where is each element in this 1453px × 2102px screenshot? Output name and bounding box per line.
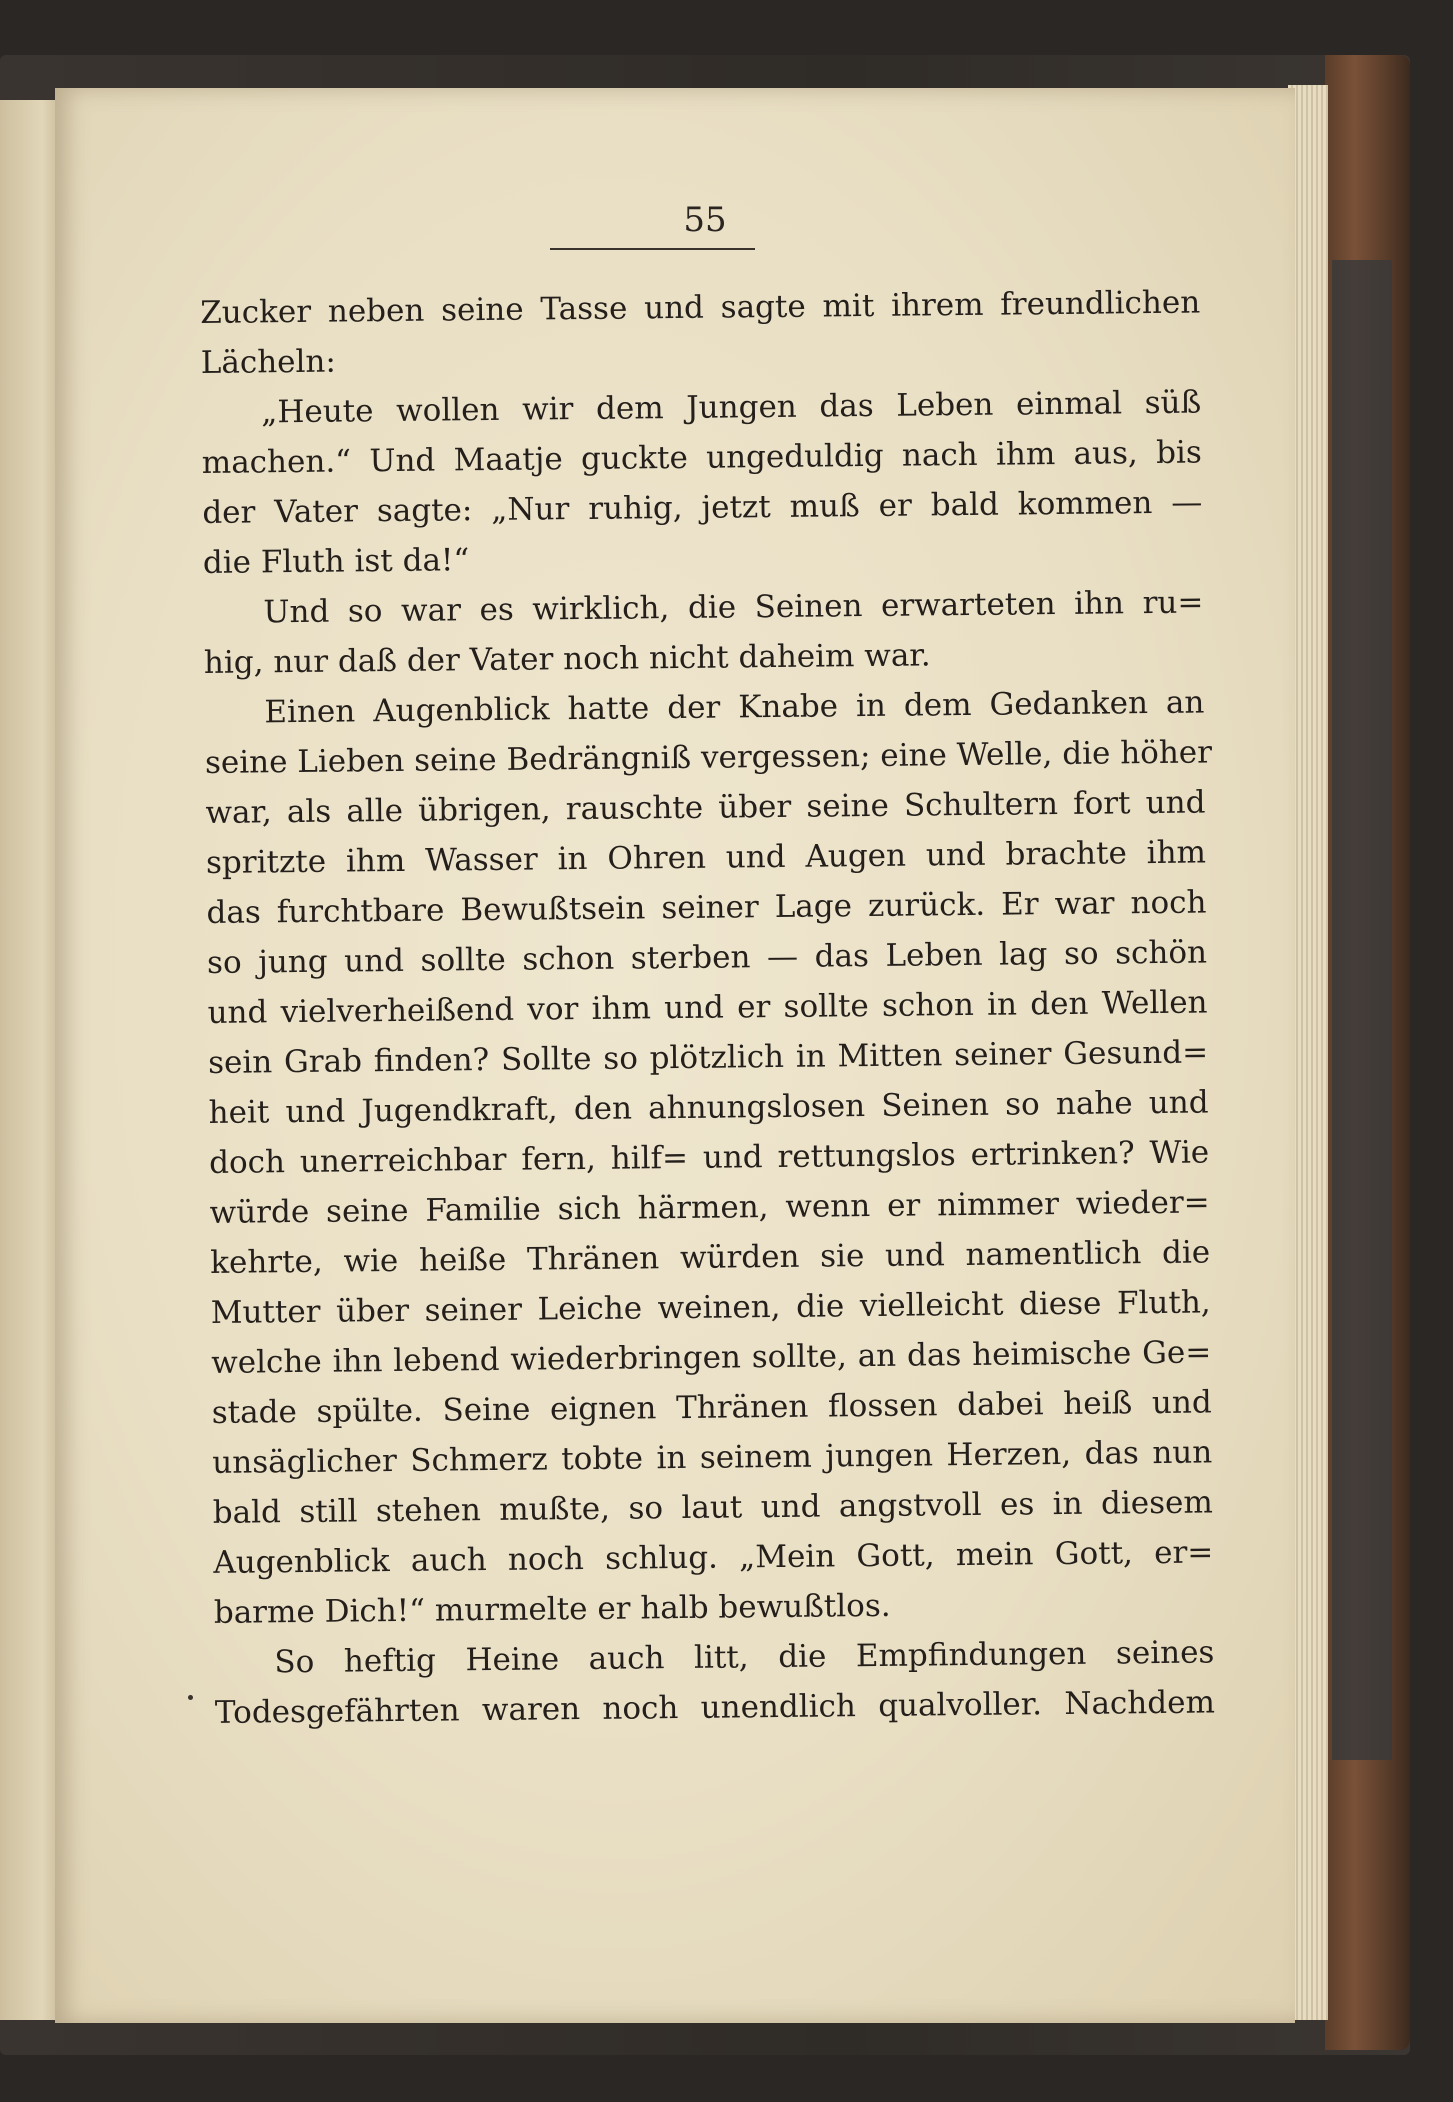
text-line: Todesgefährten waren noch unendlich qualvoller. Nachdem [214,1684,1216,1731]
text-line: die Fluth ist da!“ [202,542,470,581]
text-line: der Vater sagte: „Nur ruhig, jetzt muß er bald kommen — [202,484,1203,531]
book-page [55,88,1295,2023]
text-line: welche ihn lebend wiederbringen sollte, an das heimische Ge= [211,1334,1212,1381]
text-line: würde seine Familie sich härmen, wenn er nimmer wieder= [209,1184,1210,1231]
text-line: barme Dich!“ murmelte er halb bewußtlos. [213,1587,891,1631]
cover-board [1332,260,1392,1760]
text-line: Lächeln: [200,343,337,381]
text-line: bald still stehen mußte, so laut und angstvoll es in diesem [212,1484,1213,1531]
text-line: seine Lieben seine Bedrängniß vergessen; eine Welle, die höher [204,734,1213,781]
text-line: hig, nur daß der Vater noch nicht daheim war. [203,637,931,681]
previous-page-edge [0,100,60,2020]
ink-dot [188,1695,193,1700]
header-rule [550,248,755,250]
text-line: „Heute wollen wir dem Jungen das Leben einmal süß [261,384,1202,431]
text-line: doch unerreichbar fern, hilf= und rettungslos ertrinken? Wie [208,1134,1210,1181]
text-line: sein Grab finden? Sollte so plötzlich in Mitten seiner Gesund= [207,1034,1209,1081]
text-line: Einen Augenblick hatte der Knabe in dem Gedanken an [264,684,1205,731]
body-text [200,278,1215,1738]
text-line: Zucker neben seine Tasse und sagte mit ihrem freundlichen [200,284,1201,331]
text-line: spritzte ihm Wasser in Ohren und Augen und brachte ihm [205,834,1207,881]
text-line: Augenblick auch noch schlug. „Mein Gott, mein Gott, er= [213,1534,1214,1581]
text-line: machen.“ Und Maatje guckte ungeduldig nach ihm aus, bis [201,434,1202,481]
text-line: So heftig Heine auch litt, die Empfindungen seines [274,1634,1215,1681]
text-line: so jung und sollte schon sterben — das Leben lag so schön [206,934,1208,981]
text-line: und vielverheißend vor ihm und er sollte schon in den Wellen [207,984,1208,1031]
text-line: Mutter über seiner Leiche weinen, die vielleicht diese Fluth, [210,1284,1211,1331]
text-line: stade spülte. Seine eignen Thränen flossen dabei heiß und [211,1384,1212,1431]
text-line: war, als alle übrigen, rauschte über seine Schultern fort und [205,784,1206,831]
text-line: kehrte, wie heiße Thränen würden sie und namentlich die [210,1234,1211,1281]
text-line: heit und Jugendkraft, den ahnungslosen Seinen so nahe und [208,1084,1209,1131]
text-line: das furchtbare Bewußtsein seiner Lage zurück. Er war noch [206,884,1207,931]
text-line: Und so war es wirklich, die Seinen erwarteten ihn ru= [263,584,1204,631]
text-line: unsäglicher Schmerz tobte in seinem jungen Herzen, das nun [212,1434,1213,1481]
page-number: 55 [683,200,727,240]
